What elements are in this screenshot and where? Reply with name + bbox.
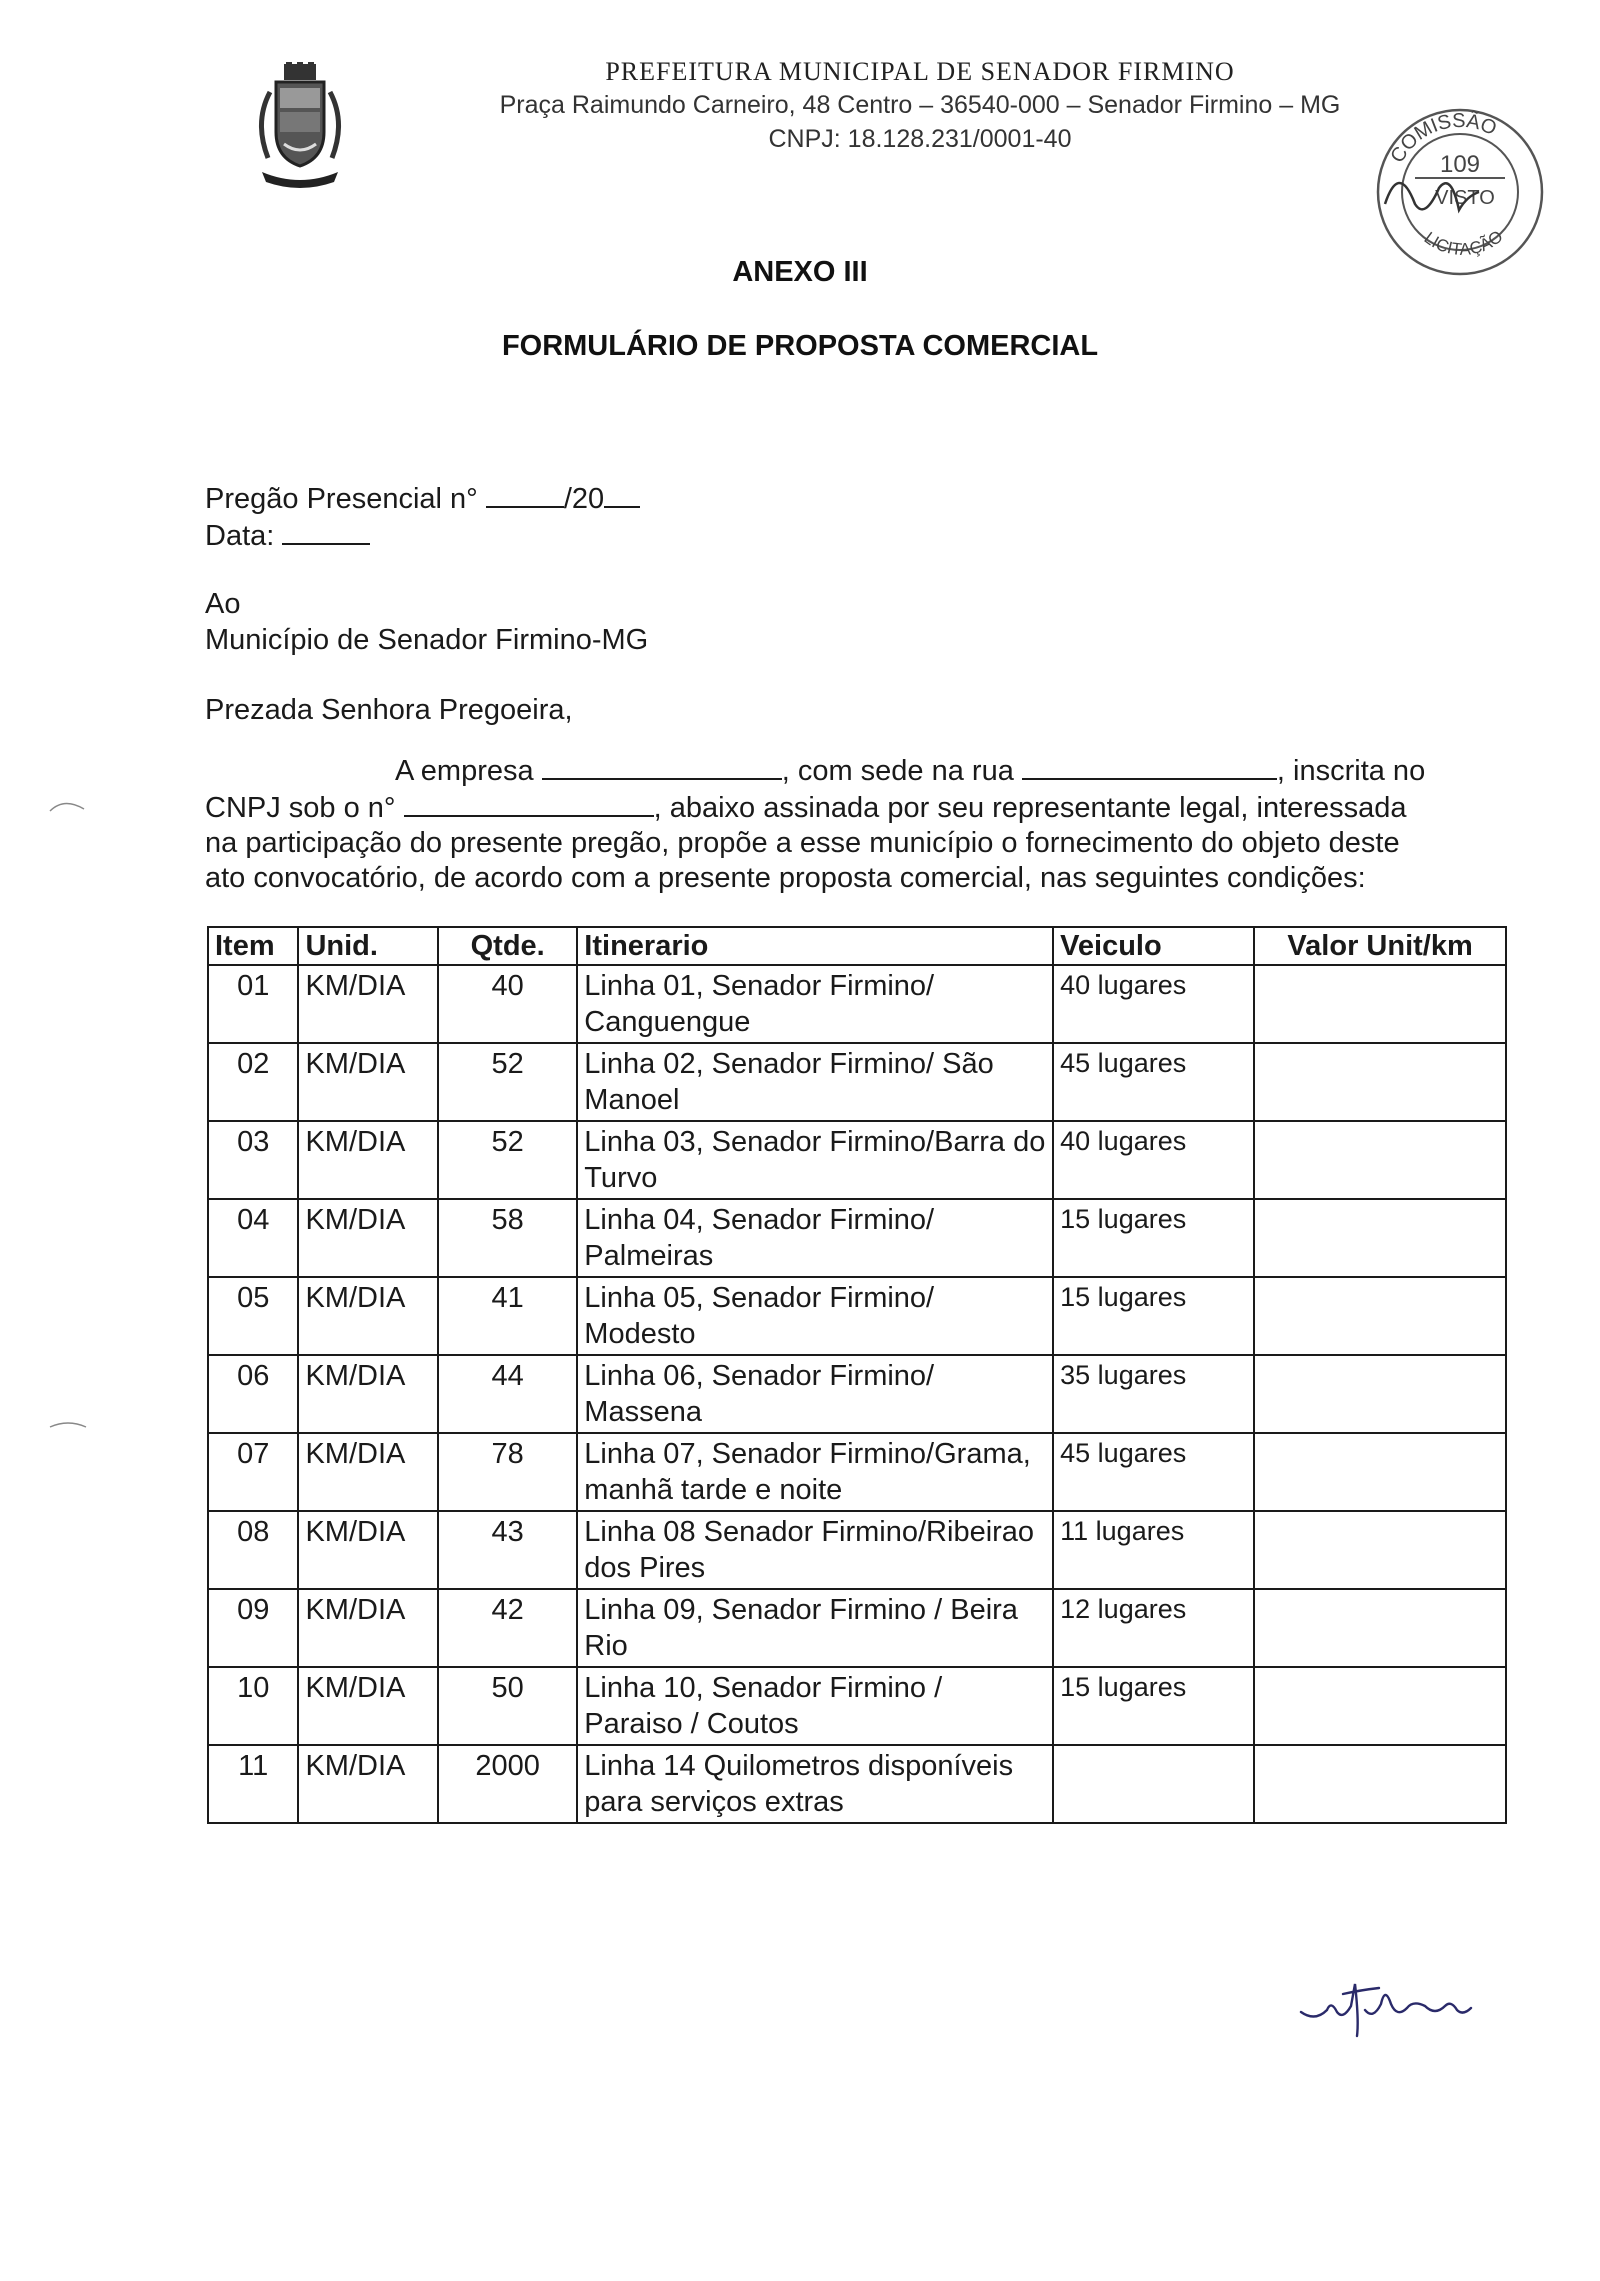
- cell-qtde: 44: [438, 1355, 577, 1433]
- paragraph-line-2: [205, 789, 1505, 826]
- cell-unid: KM/DIA: [298, 1199, 438, 1277]
- cell-veiculo: 45 lugares: [1053, 1043, 1254, 1121]
- cell-veiculo: 40 lugares: [1053, 965, 1254, 1043]
- paragraph-line-3: na participação do presente pregão, propõe a esse município o fornecimento do objeto deste: [205, 827, 1400, 859]
- cell-unid: KM/DIA: [298, 1667, 438, 1745]
- header-valor: Valor Unit/km: [1254, 927, 1506, 965]
- pregao-line: [205, 480, 640, 517]
- cell-unid: KM/DIA: [298, 1121, 438, 1199]
- cell-item: 06: [208, 1355, 298, 1433]
- cell-itinerario: Linha 09, Senador Firmino / Beira Rio: [577, 1589, 1053, 1667]
- margin-mark: [48, 795, 88, 815]
- cell-unid: KM/DIA: [298, 1355, 438, 1433]
- addressee-to: Ao: [205, 588, 241, 620]
- table-row: [208, 1667, 1506, 1745]
- cell-itinerario: Linha 06, Senador Firmino/ Massena: [577, 1355, 1053, 1433]
- cell-item: 02: [208, 1043, 298, 1121]
- cell-unid: KM/DIA: [298, 1277, 438, 1355]
- cell-valor[interactable]: [1254, 1511, 1506, 1589]
- handwritten-signature: [1295, 1960, 1485, 2040]
- date-blank[interactable]: [282, 517, 370, 545]
- paragraph-signed-text: , abaixo assinada por seu representante legal, interessada: [653, 792, 1407, 824]
- cell-veiculo: 15 lugares: [1053, 1199, 1254, 1277]
- cell-qtde: 41: [438, 1277, 577, 1355]
- commission-stamp: [1355, 92, 1565, 282]
- stamp-number: 109: [1439, 151, 1481, 178]
- cell-itinerario: Linha 14 Quilometros disponíveis para serviços extras: [577, 1745, 1053, 1823]
- paragraph-line-1: [205, 752, 1505, 789]
- salutation: Prezada Senhora Pregoeira,: [205, 694, 573, 726]
- cell-veiculo: [1053, 1745, 1254, 1823]
- organization-cnpj: CNPJ: 18.128.231/0001-40: [768, 125, 1072, 153]
- table-row: [208, 1511, 1506, 1589]
- cell-itinerario: Linha 07, Senador Firmino/Grama, manhã tarde e noite: [577, 1433, 1053, 1511]
- cell-itinerario: Linha 08 Senador Firmino/Ribeirao dos Pires: [577, 1511, 1053, 1589]
- cell-itinerario: Linha 03, Senador Firmino/Barra do Turvo: [577, 1121, 1053, 1199]
- cell-unid: KM/DIA: [298, 1043, 438, 1121]
- cell-itinerario: Linha 04, Senador Firmino/ Palmeiras: [577, 1199, 1053, 1277]
- table-row: [208, 1355, 1506, 1433]
- company-name-blank[interactable]: [542, 752, 782, 780]
- cell-valor[interactable]: [1254, 1667, 1506, 1745]
- cell-itinerario: Linha 01, Senador Firmino/ Canguengue: [577, 965, 1053, 1043]
- cell-qtde: 40: [438, 965, 577, 1043]
- table-row: [208, 1277, 1506, 1355]
- cell-item: 09: [208, 1589, 298, 1667]
- header-itinerario: Itinerario: [577, 927, 1053, 965]
- margin-mark: [48, 1415, 88, 1435]
- paragraph-cnpj-label: CNPJ sob o n°: [205, 792, 396, 824]
- cell-qtde: 58: [438, 1199, 577, 1277]
- cell-valor[interactable]: [1254, 1121, 1506, 1199]
- table-row: [208, 1199, 1506, 1277]
- cell-item: 08: [208, 1511, 298, 1589]
- cell-item: 01: [208, 965, 298, 1043]
- cell-item: 05: [208, 1277, 298, 1355]
- table-row: [208, 1043, 1506, 1121]
- cell-item: 11: [208, 1745, 298, 1823]
- cell-valor[interactable]: [1254, 1433, 1506, 1511]
- svg-text:LICITAÇÃO: [1421, 227, 1507, 259]
- cell-qtde: 52: [438, 1121, 577, 1199]
- cell-valor[interactable]: [1254, 1043, 1506, 1121]
- paragraph-registered-label: , inscrita no: [1276, 755, 1426, 787]
- cell-unid: KM/DIA: [298, 1433, 438, 1511]
- table-row: [208, 1121, 1506, 1199]
- table-row: [208, 1433, 1506, 1511]
- annex-title: ANEXO III: [732, 256, 868, 288]
- cell-qtde: 2000: [438, 1745, 577, 1823]
- proposal-table: [207, 926, 1507, 1824]
- street-blank[interactable]: [1022, 752, 1277, 780]
- pregao-year-blank[interactable]: [604, 480, 640, 508]
- cell-veiculo: 35 lugares: [1053, 1355, 1254, 1433]
- cell-veiculo: 15 lugares: [1053, 1277, 1254, 1355]
- proposal-paragraph: [205, 752, 1505, 896]
- cell-unid: KM/DIA: [298, 1745, 438, 1823]
- cell-qtde: 78: [438, 1433, 577, 1511]
- cell-itinerario: Linha 05, Senador Firmino/ Modesto: [577, 1277, 1053, 1355]
- cell-veiculo: 11 lugares: [1053, 1511, 1254, 1589]
- cell-item: 07: [208, 1433, 298, 1511]
- addressee-recipient: Município de Senador Firmino-MG: [205, 624, 649, 656]
- date-line: [205, 517, 370, 554]
- form-title: FORMULÁRIO DE PROPOSTA COMERCIAL: [501, 330, 1099, 362]
- cell-unid: KM/DIA: [298, 1589, 438, 1667]
- organization-address: Praça Raimundo Carneiro, 48 Centro – 36540-000 – Senador Firmino – MG: [499, 91, 1341, 119]
- table-row: [208, 965, 1506, 1043]
- pregao-year-sep: /20: [563, 483, 605, 515]
- header-qtde: Qtde.: [438, 927, 577, 965]
- cell-unid: KM/DIA: [298, 965, 438, 1043]
- cell-itinerario: Linha 02, Senador Firmino/ São Manoel: [577, 1043, 1053, 1121]
- letterhead: [420, 56, 1420, 156]
- date-label: Data:: [205, 520, 275, 552]
- stamp-top-text: COMISSÃO: [1386, 109, 1500, 167]
- table-header-row: [208, 927, 1506, 965]
- cell-qtde: 43: [438, 1511, 577, 1589]
- table-row: [208, 1745, 1506, 1823]
- cell-item: 10: [208, 1667, 298, 1745]
- paragraph-line-4: ato convocatório, de acordo com a presente proposta comercial, nas seguintes condições:: [205, 862, 1366, 894]
- stamp-bottom-text: LICITAÇÃO: [1420, 226, 1507, 260]
- paragraph-company-label: A empresa: [395, 755, 534, 787]
- header-unid: Unid.: [298, 927, 438, 965]
- cell-veiculo: 12 lugares: [1053, 1589, 1254, 1667]
- header-item: Item: [208, 927, 298, 965]
- pregao-number-blank[interactable]: [486, 480, 564, 508]
- table-row: [208, 1589, 1506, 1667]
- cell-item: 04: [208, 1199, 298, 1277]
- stamp-visto: VISTO: [1435, 187, 1495, 209]
- cell-valor[interactable]: [1254, 1199, 1506, 1277]
- cell-qtde: 50: [438, 1667, 577, 1745]
- cell-valor[interactable]: [1254, 1355, 1506, 1433]
- paragraph-address-label: , com sede na rua: [781, 755, 1014, 787]
- cell-unid: KM/DIA: [298, 1511, 438, 1589]
- cnpj-blank[interactable]: [404, 789, 654, 817]
- cell-valor[interactable]: [1254, 965, 1506, 1043]
- cell-item: 03: [208, 1121, 298, 1199]
- cell-qtde: 42: [438, 1589, 577, 1667]
- cell-itinerario: Linha 10, Senador Firmino / Paraiso / Coutos: [577, 1667, 1053, 1745]
- municipal-crest-icon: [250, 62, 350, 192]
- cell-veiculo: 40 lugares: [1053, 1121, 1254, 1199]
- cell-veiculo: 15 lugares: [1053, 1667, 1254, 1745]
- header-veiculo: Veiculo: [1053, 927, 1254, 965]
- cell-qtde: 52: [438, 1043, 577, 1121]
- pregao-label: Pregão Presencial n°: [205, 483, 478, 515]
- cell-valor[interactable]: [1254, 1589, 1506, 1667]
- cell-valor[interactable]: [1254, 1277, 1506, 1355]
- organization-name: PREFEITURA MUNICIPAL DE SENADOR FIRMINO: [605, 57, 1235, 86]
- cell-veiculo: 45 lugares: [1053, 1433, 1254, 1511]
- cell-valor[interactable]: [1254, 1745, 1506, 1823]
